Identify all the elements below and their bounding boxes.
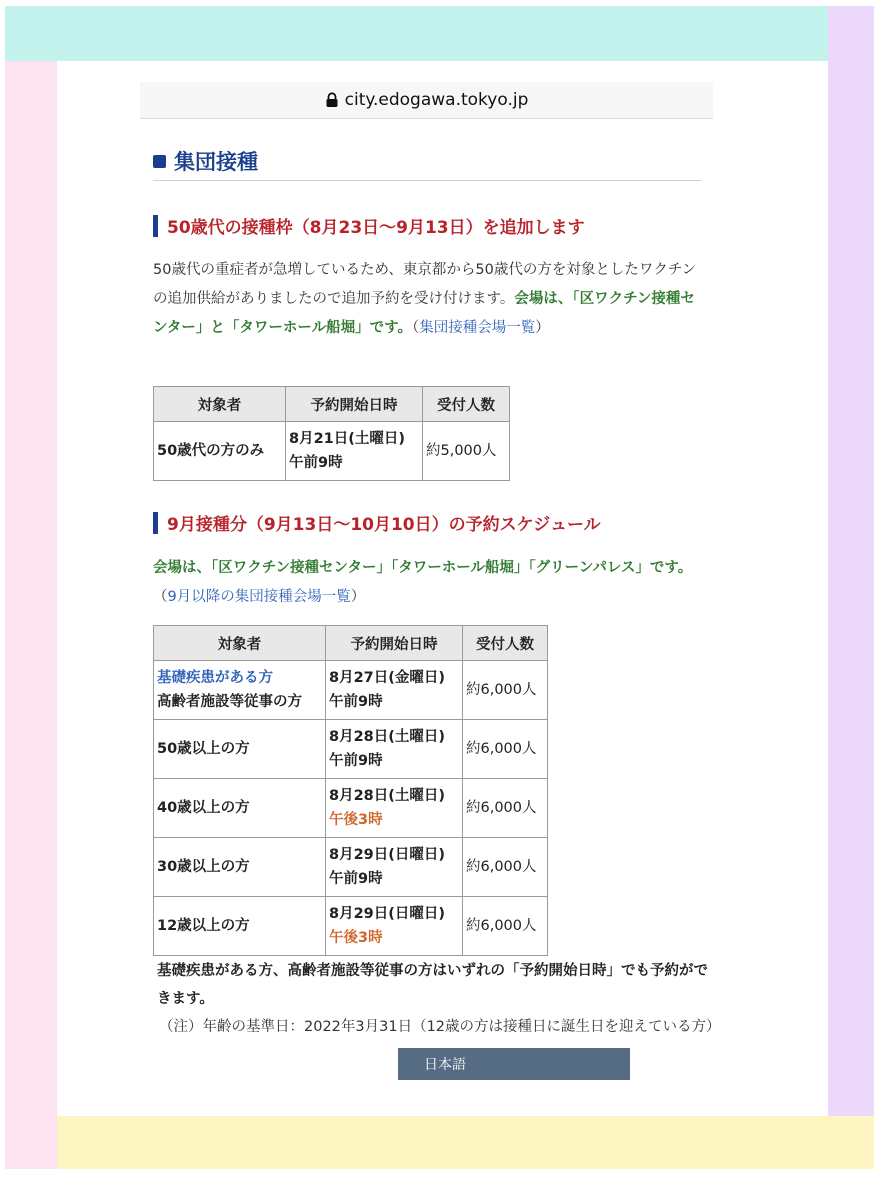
block1-paren-open: （ (411, 320, 420, 336)
cell-target: 50歳代の方のみ (154, 422, 286, 481)
cell-date (286, 422, 423, 481)
col-header-date: 予約開始日時 (286, 387, 423, 422)
september-venue-list-link[interactable]: 9月以降の集団接種会場一覧 (167, 589, 351, 605)
cell-count: 約5,000人 (423, 422, 510, 481)
col-header-count: 受付人数 (463, 626, 548, 661)
cell-date-time: 午前9時 (329, 871, 383, 887)
heading-bar-icon (153, 512, 158, 534)
table-row (154, 897, 548, 956)
block2-venue-text: 会場は、「区ワクチン接種センター」「タワーホール船堀」「グリーンパレス」です。 (153, 560, 693, 576)
cell-count: 約6,000人 (463, 779, 548, 838)
cell-count: 約6,000人 (463, 838, 548, 897)
table-row (154, 838, 548, 897)
cell-date-day: 8月29日(日曜日) (329, 906, 446, 922)
col-header-date: 予約開始日時 (326, 626, 463, 661)
cell-target: 12歳以上の方 (154, 897, 326, 956)
section-title (153, 142, 701, 181)
table-header-row (154, 626, 548, 661)
block1-paragraph (153, 256, 701, 343)
cell-date-day: 8月28日(土曜日) (329, 729, 446, 745)
cell-date (326, 897, 463, 956)
block1-venue-text: 会場は、「区ワクチン接種センター」と「タワーホール船堀」です。 (153, 291, 695, 336)
lock-icon (325, 92, 339, 108)
heading-50s-slots (153, 213, 585, 238)
block2-paren-open: （ (153, 589, 168, 605)
col-header-target: 対象者 (154, 626, 326, 661)
cell-count: 約6,000人 (463, 897, 548, 956)
decorative-band-left (5, 61, 57, 1169)
cell-date-time: 午前9時 (289, 455, 343, 471)
table-row (154, 661, 548, 720)
heading-september-schedule-text: 9月接種分（9月13日〜10月10日）の予約スケジュール (167, 515, 601, 535)
cell-date-day: 8月27日(金曜日) (329, 670, 446, 686)
address-bar[interactable] (140, 82, 713, 119)
language-button[interactable]: 日本語 (398, 1048, 630, 1080)
table-row (154, 720, 548, 779)
table-september (153, 625, 548, 956)
cell-target: 40歳以上の方 (154, 779, 326, 838)
cell-target: 30歳以上の方 (154, 838, 326, 897)
cell-date-day: 8月29日(日曜日) (329, 847, 446, 863)
cell-date-time: 午前9時 (329, 694, 383, 710)
cell-target (154, 661, 326, 720)
block2-paren-close: ） (350, 589, 366, 605)
cell-target-text: 高齢者施設等従事の方 (157, 694, 302, 710)
cell-date-time: 午前9時 (329, 753, 383, 769)
cell-date-time: 午後3時 (329, 812, 383, 828)
venue-list-link[interactable]: 集団接種会場一覧 (419, 320, 536, 336)
block2-paragraph (153, 554, 701, 612)
col-header-count: 受付人数 (423, 387, 510, 422)
url-text: city.edogawa.tokyo.jp (344, 90, 529, 110)
block1-paragraph-text: 50歳代の重症者が急増しているため、東京都から50歳代の方を対象としたワクチンの追加供給がありましたので追加予約を受け付けます。 (153, 262, 697, 307)
age-note: （注）年齢の基準日：2022年3月31日（12歳の方は接種日に誕生日を迎えている方） (159, 1019, 721, 1035)
cell-date-day: 8月21日(土曜日) (289, 431, 406, 447)
cell-date (326, 838, 463, 897)
square-bullet-icon (153, 155, 166, 168)
section-title-text: 集団接種 (174, 150, 258, 174)
reservation-note: 基礎疾患がある方、高齢者施設等従事の方はいずれの「予約開始日時」でも予約ができます。 (157, 963, 708, 1007)
table-header-row (154, 387, 510, 422)
cell-date (326, 661, 463, 720)
cell-count: 約6,000人 (463, 661, 548, 720)
heading-50s-slots-text: 50歳代の接種枠（8月23日〜9月13日）を追加します (167, 218, 585, 238)
col-header-target: 対象者 (154, 387, 286, 422)
table-50s (153, 386, 510, 481)
cell-date (326, 779, 463, 838)
table-row (154, 779, 548, 838)
decorative-band-right (828, 6, 874, 1116)
cell-date (326, 720, 463, 779)
cell-date-day: 8月28日(土曜日) (329, 788, 446, 804)
block1-paren-close: ） (535, 320, 550, 336)
heading-september-schedule (153, 510, 601, 535)
cell-date-time: 午後3時 (329, 930, 383, 946)
decorative-band-bottom (57, 1116, 874, 1169)
heading-bar-icon (153, 215, 158, 237)
cell-target: 50歳以上の方 (154, 720, 326, 779)
underlying-conditions-link[interactable]: 基礎疾患がある方 (157, 670, 273, 686)
table-row (154, 422, 510, 481)
decorative-band-top (5, 6, 828, 61)
cell-count: 約6,000人 (463, 720, 548, 779)
